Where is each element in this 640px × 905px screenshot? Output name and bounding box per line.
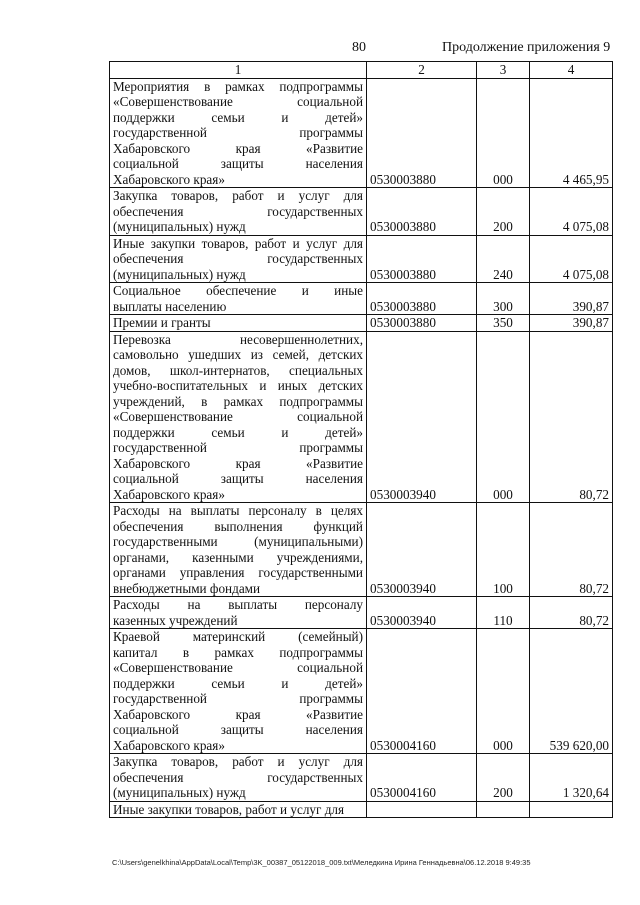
table-row: [110, 801, 613, 818]
target-code-cell: 0530003940: [367, 597, 477, 629]
expense-name-line: (муниципальных) нужд: [113, 785, 246, 800]
continuation-title: Продолжение приложения 9: [442, 40, 611, 55]
expense-name-line: Иные закупки товаров, работ и услуг для: [113, 235, 363, 251]
expense-type-cell: 300: [477, 283, 530, 315]
amount-cell: 80,72: [530, 503, 613, 597]
expense-type-cell: 200: [477, 188, 530, 236]
expense-name-line: Социальное обеспечение и иные: [113, 283, 363, 298]
target-code-cell: 0530003880: [367, 283, 477, 315]
expense-name-line: выплаты населению: [113, 298, 227, 314]
table-row: [110, 503, 613, 597]
expense-name-line: Закупка товаров, работ и услуг для: [113, 188, 363, 203]
table-row: [110, 597, 613, 629]
expense-name-line: (муниципальных) нужд: [113, 219, 246, 234]
expense-name-line: Хабаровского края «Развитие: [113, 455, 363, 471]
expense-name-cell: [110, 283, 367, 315]
expense-name-line: социальной защиты населения: [113, 471, 363, 486]
expense-name-line: Расходы на выплаты персоналу в целях: [113, 503, 363, 518]
column-header: 2: [367, 62, 477, 79]
expense-name-line: Закупка товаров, работ и услуг для: [113, 754, 363, 769]
expense-name-cell: [110, 235, 367, 283]
amount-cell: 390,87: [530, 283, 613, 315]
expense-name-cell: [110, 629, 367, 754]
file-path-footer: C:\Users\genelkhina\AppData\Local\Temp\3K_00387_05122018_009.txt\Меледкина Ирина Геннадьевна\06.12.2018 9:49:35: [112, 858, 531, 867]
target-code-cell: 0530003880: [367, 235, 477, 283]
table-row: [110, 754, 613, 802]
expense-name-line: Хабаровского края»: [113, 486, 225, 502]
expense-type-cell: 100: [477, 503, 530, 597]
expense-name-line: органами управления государственными: [113, 565, 363, 580]
table-row: [110, 315, 613, 332]
expense-name-line: Хабаровского края «Развитие: [113, 140, 363, 156]
expense-type-cell: [477, 801, 530, 818]
expense-type-cell: 000: [477, 331, 530, 503]
amount-cell: 1 320,64: [530, 754, 613, 802]
amount-cell: 4 075,08: [530, 188, 613, 236]
expense-name-line: учреждений, в рамках подпрограммы: [113, 393, 363, 409]
column-header: 3: [477, 62, 530, 79]
table-row: [110, 283, 613, 315]
expense-name-line: обеспечения государственных: [113, 769, 363, 785]
expense-name-line: государственной программы: [113, 440, 363, 455]
expense-name-line: социальной защиты населения: [113, 156, 363, 171]
expense-name-line: обеспечения государственных: [113, 251, 363, 266]
expense-name-line: Хабаровского края»: [113, 737, 225, 753]
target-code-cell: 0530003940: [367, 331, 477, 503]
table-row: [110, 188, 613, 236]
expense-name-line: капитал в рамках подпрограммы: [113, 644, 363, 660]
expense-name-line: обеспечения государственных: [113, 203, 363, 219]
expense-name-cell: [110, 754, 367, 802]
target-code-cell: 0530003880: [367, 78, 477, 188]
expense-name-line: внебюджетными фондами: [113, 580, 261, 596]
expense-type-cell: 200: [477, 754, 530, 802]
expense-name-cell: [110, 188, 367, 236]
target-code-cell: [367, 801, 477, 818]
expense-name-cell: [110, 331, 367, 503]
expense-name-line: (муниципальных) нужд: [113, 266, 246, 282]
expense-name-line: самовольно ушедших из семей, детских: [113, 347, 363, 362]
expense-type-cell: 240: [477, 235, 530, 283]
amount-cell: 80,72: [530, 331, 613, 503]
expense-name-line: органами, казенными учреждениями,: [113, 549, 363, 565]
target-code-cell: 0530004160: [367, 629, 477, 754]
expense-name-line: Расходы на выплаты персоналу: [113, 597, 363, 612]
expense-name-line: «Совершенствование социальной: [113, 409, 363, 424]
target-code-cell: 0530004160: [367, 754, 477, 802]
expense-type-cell: 000: [477, 78, 530, 188]
expense-name-line: Перевозка несовершеннолетних,: [113, 331, 363, 347]
table-row: [110, 629, 613, 754]
expense-name-line: Премии и гранты: [113, 315, 211, 330]
column-header: 4: [530, 62, 613, 79]
expense-name-line: Хабаровского края «Развитие: [113, 706, 363, 722]
amount-cell: [530, 801, 613, 818]
column-header: 1: [110, 62, 367, 79]
expense-name-line: Иные закупки товаров, работ и услуг для: [113, 801, 345, 817]
amount-cell: 539 620,00: [530, 629, 613, 754]
table-header-row: [110, 62, 613, 79]
table-body: [110, 78, 613, 818]
expense-type-cell: 350: [477, 315, 530, 332]
expense-name-line: Хабаровского края»: [113, 171, 225, 187]
budget-table: [109, 61, 613, 818]
expense-name-line: социальной защиты населения: [113, 722, 363, 737]
table-row: [110, 78, 613, 188]
expense-name-line: Мероприятия в рамках подпрограммы: [113, 78, 363, 94]
target-code-cell: 0530003940: [367, 503, 477, 597]
expense-name-line: «Совершенствование социальной: [113, 94, 363, 109]
expense-name-line: государственной программы: [113, 125, 363, 140]
expense-name-line: поддержки семьи и детей»: [113, 424, 363, 440]
expense-name-cell: [110, 78, 367, 188]
amount-cell: 4 075,08: [530, 235, 613, 283]
target-code-cell: 0530003880: [367, 315, 477, 332]
amount-cell: 390,87: [530, 315, 613, 332]
expense-name-line: поддержки семьи и детей»: [113, 675, 363, 691]
expense-name-line: государственными (муниципальными): [113, 534, 363, 549]
expense-name-line: обеспечения выполнения функций: [113, 518, 363, 534]
expense-name-cell: [110, 503, 367, 597]
amount-cell: 4 465,95: [530, 78, 613, 188]
expense-name-cell: [110, 315, 367, 332]
expense-type-cell: 000: [477, 629, 530, 754]
expense-name-cell: [110, 801, 367, 818]
expense-name-line: учебно-воспитательных и иных детских: [113, 378, 363, 393]
amount-cell: 80,72: [530, 597, 613, 629]
expense-name-line: «Совершенствование социальной: [113, 660, 363, 675]
expense-name-line: поддержки семьи и детей»: [113, 109, 363, 125]
expense-name-line: государственной программы: [113, 691, 363, 706]
expense-name-line: домов, школ-интернатов, специальных: [113, 362, 363, 378]
table-row: [110, 331, 613, 503]
page-number: 80: [352, 40, 366, 55]
table-row: [110, 235, 613, 283]
target-code-cell: 0530003880: [367, 188, 477, 236]
expense-type-cell: 110: [477, 597, 530, 629]
expense-name-cell: [110, 597, 367, 629]
expense-name-line: казенных учреждений: [113, 612, 238, 628]
expense-name-line: Краевой материнский (семейный): [113, 629, 363, 644]
